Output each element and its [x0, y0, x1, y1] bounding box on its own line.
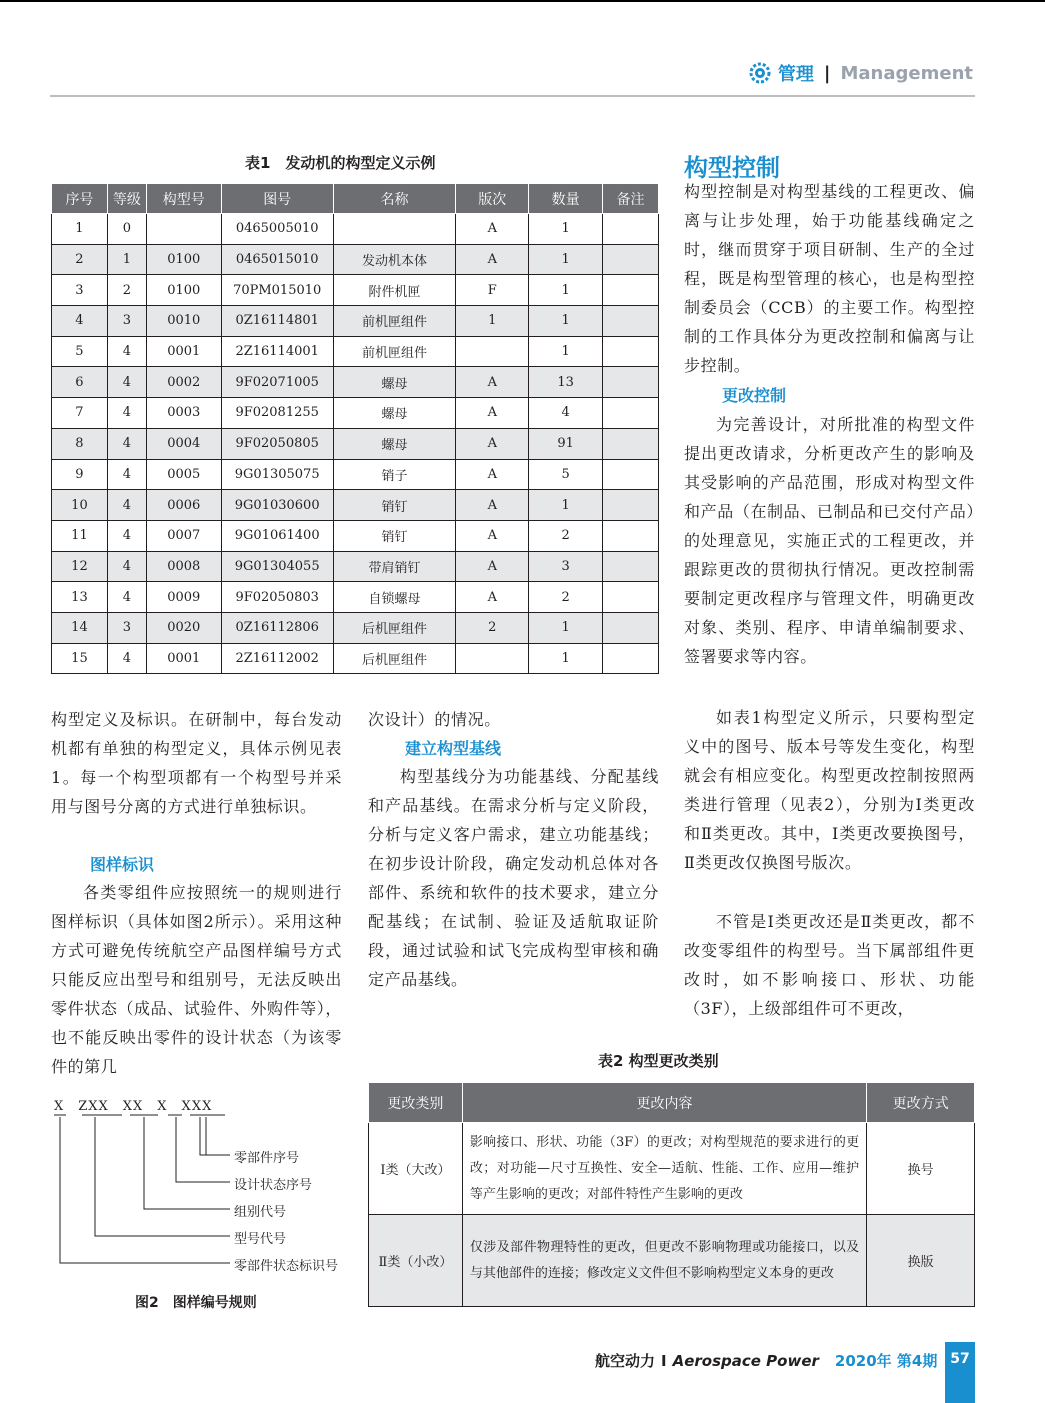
table1-cell: 9F02071005 — [221, 367, 333, 398]
table1-row — [52, 275, 659, 306]
table1-row — [52, 306, 659, 337]
table1-cell: 0100 — [146, 275, 221, 306]
table1-cell: 1 — [529, 214, 603, 245]
table1-cell: 12 — [52, 551, 108, 582]
table1-cell: A — [456, 244, 529, 275]
table1-cell: 2Z16114001 — [221, 336, 333, 367]
figure2-label: 零部件序号 — [234, 1151, 300, 1166]
table1-cell: A — [456, 582, 529, 613]
header-section-cn: 管理 — [777, 64, 814, 85]
table1-cell: 4 — [107, 582, 146, 613]
table1-cell: 前机匣组件 — [333, 306, 456, 337]
table1-cell: 3 — [529, 551, 603, 582]
table1-cell: 9G01304055 — [221, 551, 333, 582]
table1-cell: 13 — [52, 582, 108, 613]
figure2-label: 型号代号 — [234, 1232, 287, 1247]
table1-cell: 2 — [52, 244, 108, 275]
table1-cell: 9F02081255 — [221, 398, 333, 429]
table1-cell: 2 — [107, 275, 146, 306]
table1-cell: A — [456, 459, 529, 490]
table1-cell: 4 — [107, 490, 146, 521]
table1-cell: 0020 — [146, 612, 221, 643]
table1-cell: A — [456, 490, 529, 521]
table1-cell: 2 — [456, 612, 529, 643]
table1-cell — [603, 306, 659, 337]
table1-cell: 5 — [529, 459, 603, 490]
table1-cell: 4 — [107, 551, 146, 582]
gear-logo-icon — [748, 61, 772, 85]
table1-row — [52, 520, 659, 551]
table1-cell: 1 — [529, 306, 603, 337]
table1-cell: 91 — [529, 428, 603, 459]
table1-cell: 0008 — [146, 551, 221, 582]
table1-cell — [603, 459, 659, 490]
table1-row — [52, 244, 659, 275]
section-title: 构型控制 — [684, 154, 780, 182]
table1-cell: 0001 — [146, 336, 221, 367]
table1-cell: 5 — [52, 336, 108, 367]
table1-cell: 后机匣组件 — [333, 643, 456, 674]
table1-cell — [603, 428, 659, 459]
table1-cell — [603, 398, 659, 429]
table1-cell: 9F02050803 — [221, 582, 333, 613]
table1-cell — [603, 612, 659, 643]
table1-cell — [603, 582, 659, 613]
table1-row — [52, 336, 659, 367]
table1-cell: A — [456, 367, 529, 398]
table1-row — [52, 428, 659, 459]
table1-row — [52, 490, 659, 521]
table1-cell: 14 — [52, 612, 108, 643]
table1-cell: 11 — [52, 520, 108, 551]
table2-row — [369, 1215, 975, 1307]
col1-paragraph-1: 构型定义及标识。在研制中，每台发动机都有单独的构型定义，具体示例见表1。每一个构型项都有一个构型号并采用与图号分离的方式进行单独标识。 — [51, 710, 342, 816]
table1-cell: 9G01305075 — [221, 459, 333, 490]
table1-cell — [456, 643, 529, 674]
table1-cell: 0001 — [146, 643, 221, 674]
table1-cell: 1 — [456, 306, 529, 337]
header-section-en: Management — [840, 62, 973, 84]
table1-cell — [603, 643, 659, 674]
col3-paragraph-1: 构型控制是对构型基线的工程更改、偏离与让步处理，始于功能基线确定之时，继而贯穿于项目研制、生产的全过程，既是构型管理的核心，也是构型控制委员会（CCB）的主要工作。构型控制的工作具体分为更改控制和偏离与让步控制。 — [684, 182, 975, 375]
top-rule — [0, 0, 1045, 2]
table1-cell: 4 — [107, 428, 146, 459]
table1-cell: 螺母 — [333, 367, 456, 398]
table1-cell: 1 — [529, 275, 603, 306]
table2-cell: 影响接口、形状、功能（3F）的更改；对构型规范的要求进行的更改；对功能—尺寸互换性、安全—适航、性能、工作、应用—维护等产生影响的更改；对部件特性产生影响的更改 — [462, 1123, 866, 1215]
table1-cell: 0010 — [146, 306, 221, 337]
table1-cell: 9G01061400 — [221, 520, 333, 551]
figure2-label: 组别代号 — [234, 1205, 287, 1220]
table1-cell: 6 — [52, 367, 108, 398]
table1-cell: 13 — [529, 367, 603, 398]
running-header — [748, 60, 973, 86]
table1-col-header: 图号 — [221, 184, 333, 214]
table2-header-row — [369, 1083, 975, 1123]
table1-cell: 自锁螺母 — [333, 582, 456, 613]
table1-cell: 0 — [107, 214, 146, 245]
table1-cell: 发动机本体 — [333, 244, 456, 275]
table1-cell: 10 — [52, 490, 108, 521]
table1-cell: 1 — [529, 336, 603, 367]
table1-row — [52, 459, 659, 490]
table1-cell: 4 — [107, 336, 146, 367]
table1-cell: 带肩销钉 — [333, 551, 456, 582]
figure2-code: X ZXX XX X XXX — [54, 1099, 213, 1114]
table1-cell: 4 — [107, 520, 146, 551]
table1-cell — [603, 367, 659, 398]
table1-cell: A — [456, 551, 529, 582]
table1-cell — [603, 275, 659, 306]
table1-cell: A — [456, 214, 529, 245]
table1-cell: 销钉 — [333, 490, 456, 521]
table1-cell: 后机匣组件 — [333, 612, 456, 643]
table1-cell: A — [456, 520, 529, 551]
table1-cell — [333, 214, 456, 245]
table1-cell: 2 — [529, 520, 603, 551]
table1-cell: 1 — [107, 244, 146, 275]
table1-col-header: 构型号 — [146, 184, 221, 214]
table1-cell — [603, 214, 659, 245]
table2 — [368, 1082, 975, 1307]
table1-cell: 0Z16112806 — [221, 612, 333, 643]
table2-cell: Ⅰ类（大改） — [369, 1123, 463, 1215]
figure2-label: 零部件状态标识号 — [234, 1259, 339, 1274]
table1-header-row — [52, 184, 659, 214]
figure2-numbering-rule — [50, 1095, 360, 1285]
table1-cell: A — [456, 428, 529, 459]
table1-cell: 2Z16112002 — [221, 643, 333, 674]
table1-cell: 2 — [529, 582, 603, 613]
table1-cell: 销钉 — [333, 520, 456, 551]
table1-cell: A — [456, 398, 529, 429]
table2-col-header: 更改内容 — [462, 1083, 866, 1123]
table1-cell: 0002 — [146, 367, 221, 398]
table2-cell: 换号 — [867, 1123, 975, 1215]
table1-cell: 0Z16114801 — [221, 306, 333, 337]
table1-cell: 螺母 — [333, 398, 456, 429]
table1-cell: 4 — [107, 459, 146, 490]
table1-cell: 9 — [52, 459, 108, 490]
header-rule — [50, 95, 975, 97]
table1-row — [52, 551, 659, 582]
figure2-caption: 图2 图样编号规则 — [135, 1295, 257, 1311]
col3-paragraph-2: 为完善设计，对所批准的构型文件提出更改请求，分析更改产生的影响及其受影响的产品范围，形成对构型文件和产品（在制品、已制品和已交付产品）的处理意见，实施正式的工程更改，并跟踪更改的贯彻执行情况。更改控制需要制定更改程序与管理文件，明确更改对象、类别、程序、申请单编制要求、签署要求等内容。 — [684, 415, 975, 666]
table1-cell: 4 — [107, 398, 146, 429]
figure2-label: 设计状态序号 — [234, 1178, 313, 1193]
col3-paragraph-4: 不管是Ⅰ类更改还是Ⅱ类更改，都不改变零组件的构型号。当下属部组件更改时，如不影响接口、形状、功能（3F），上级部组件可不更改， — [684, 912, 975, 1018]
table2-caption: 表2 构型更改类别 — [598, 1052, 719, 1070]
table1-cell: 0100 — [146, 244, 221, 275]
table1-cell: 3 — [52, 275, 108, 306]
table1-row — [52, 398, 659, 429]
col1-paragraph-2: 各类零组件应按照统一的规则进行图样标识（具体如图2所示）。采用这种方式可避免传统航空产品图样编号方式只能反应出型号和组别号，无法反映出零件状态（成品、试验件、外购件等），也不能反映出零件的设计状态（为该零件的第几 — [51, 883, 342, 1076]
table1-cell: 3 — [107, 612, 146, 643]
table1-cell: 7 — [52, 398, 108, 429]
table1-cell: 1 — [529, 643, 603, 674]
table1-caption: 表1 发动机的构型定义示例 — [245, 154, 436, 172]
table1-row — [52, 367, 659, 398]
table1-cell: 0003 — [146, 398, 221, 429]
table1-row — [52, 612, 659, 643]
table1-cell — [603, 520, 659, 551]
table1-cell: 4 — [107, 643, 146, 674]
table2-col-header: 更改类别 — [369, 1083, 463, 1123]
table1-body — [52, 214, 659, 674]
table1-cell: 1 — [529, 244, 603, 275]
col2-paragraph-2: 构型基线分为功能基线、分配基线和产品基线。在需求分析与定义阶段，分析与定义客户需求，建立功能基线；在初步设计阶段，确定发动机总体对各部件、系统和软件的技术要求，建立分配基线；在试制、验证及适航取证阶段，通过试验和试飞完成构型审核和确定产品基线。 — [368, 767, 659, 989]
table1-cell: 0006 — [146, 490, 221, 521]
table1-col-header: 名称 — [333, 184, 456, 214]
table1-cell: 0009 — [146, 582, 221, 613]
table1-cell — [146, 214, 221, 245]
table1-cell: 螺母 — [333, 428, 456, 459]
table1-cell: 4 — [107, 367, 146, 398]
table1-cell: 附件机匣 — [333, 275, 456, 306]
table1-cell: 1 — [529, 490, 603, 521]
table1-row — [52, 214, 659, 245]
table1-cell: 前机匣组件 — [333, 336, 456, 367]
table1-cell: 9G01030600 — [221, 490, 333, 521]
table1-cell: 0004 — [146, 428, 221, 459]
col3-subhead: 更改控制 — [722, 386, 787, 405]
table1-cell — [603, 551, 659, 582]
footer-journal-cn: 航空动力 — [595, 1352, 656, 1370]
table1-cell: F — [456, 275, 529, 306]
table2-row — [369, 1123, 975, 1215]
table1-cell: 70PM015010 — [221, 275, 333, 306]
footer-bar: I — [661, 1351, 667, 1370]
table1-cell: 0005 — [146, 459, 221, 490]
header-separator: | — [823, 62, 831, 84]
table1-row — [52, 582, 659, 613]
table1-cell: 1 — [529, 612, 603, 643]
footer — [595, 1350, 937, 1371]
table1-cell: 3 — [107, 306, 146, 337]
table1-cell — [603, 336, 659, 367]
footer-issue: 2020年 第4期 — [834, 1352, 938, 1370]
page-number: 57 — [945, 1342, 975, 1403]
table1 — [51, 183, 659, 674]
table1-col-header: 数量 — [529, 184, 603, 214]
table1-cell: 销子 — [333, 459, 456, 490]
table1-cell: 0465005010 — [221, 214, 333, 245]
table1-cell: 4 — [529, 398, 603, 429]
table2-cell: 换版 — [867, 1215, 975, 1307]
table1-cell — [603, 490, 659, 521]
table1-cell: 1 — [52, 214, 108, 245]
table1-cell: 8 — [52, 428, 108, 459]
table1-col-header: 等级 — [107, 184, 146, 214]
table1-col-header: 序号 — [52, 184, 108, 214]
table2-col-header: 更改方式 — [867, 1083, 975, 1123]
table1-cell: 15 — [52, 643, 108, 674]
col2-subhead: 建立构型基线 — [405, 739, 502, 758]
table1-cell: 0465015010 — [221, 244, 333, 275]
table1-cell: 0007 — [146, 520, 221, 551]
footer-journal-en: Aerospace Power — [672, 1351, 819, 1370]
table1-cell: 9F02050805 — [221, 428, 333, 459]
table1-cell — [456, 336, 529, 367]
col3-paragraph-3: 如表1构型定义所示，只要构型定义中的图号、版本号等发生变化，构型就会有相应变化。构型更改控制按照两类进行管理（见表2），分别为Ⅰ类更改和Ⅱ类更改。其中，Ⅰ类更改要换图号，Ⅱ类更改仅换图号版次。 — [684, 708, 975, 872]
col1-subhead: 图样标识 — [90, 855, 155, 874]
col2-paragraph-1: 次设计）的情况。 — [368, 710, 501, 729]
table2-cell: Ⅱ类（小改） — [369, 1215, 463, 1307]
table1-col-header: 版次 — [456, 184, 529, 214]
table1-cell — [603, 244, 659, 275]
table1-col-header: 备注 — [603, 184, 659, 214]
table2-cell: 仅涉及部件物理特性的更改，但更改不影响物理或功能接口，以及与其他部件的连接；修改定义文件但不影响构型定义本身的更改 — [462, 1215, 866, 1307]
table1-row — [52, 643, 659, 674]
table1-cell: 4 — [52, 306, 108, 337]
